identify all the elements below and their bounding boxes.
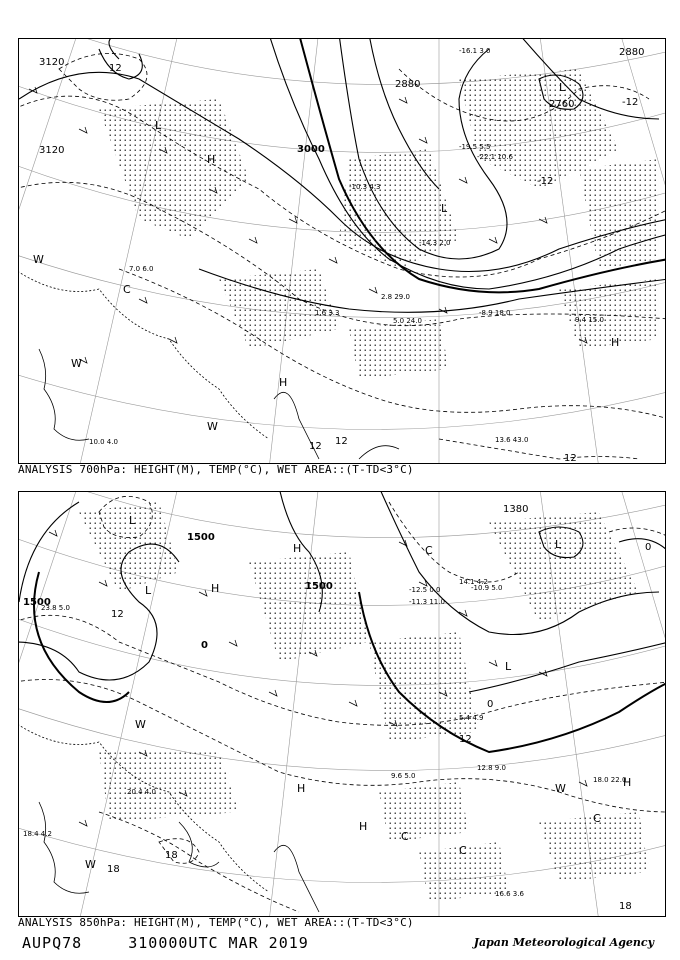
height-label: 1380 [503,504,529,515]
chart-code: AUPQ78 [22,934,83,952]
center-mark: W [207,420,218,433]
station-plot: 18.4 4.2 [23,830,52,838]
center-mark: C [401,830,409,843]
center-mark: C [425,544,433,557]
station-plot: -16.1 3.0 [459,47,491,55]
station-plot: 23.8 5.0 [41,604,70,612]
valid-time: 310000UTC MAR 2019 [128,934,309,952]
center-mark: L [441,202,448,215]
station-plot: 10.0 4.0 [89,438,118,446]
station-plot: 18.0 22.0 [593,776,627,784]
map-700-canvas [19,39,665,463]
station-plot: -8.9 18.0 [479,309,511,317]
temp-label: 12 [335,436,348,447]
center-mark: H [279,376,288,389]
center-mark: H [293,542,302,555]
temp-label: 12 [459,734,472,745]
station-plot: -19.5 5.5 [459,143,491,151]
temp-label: 12 [109,63,122,74]
map-850-canvas [19,492,665,916]
chart-header-line [22,934,309,952]
station-plot: -11.3 11.0 [409,598,445,606]
station-plot: 9.4 15.0 [575,316,604,324]
height-label: 3120 [39,145,65,156]
agency-name: Japan Meteorological Agency [473,936,654,949]
center-mark: H [207,153,216,166]
height-label: 1500 [305,581,333,592]
center-mark: L [145,584,152,597]
temp-label: 0 [487,699,494,710]
station-plot: -10.9 5.0 [471,584,503,592]
center-mark: W [555,782,566,795]
station-plot: 5.4 4.9 [459,714,484,722]
center-mark: C [459,844,467,857]
center-mark: L [155,119,162,132]
center-mark: L [559,81,566,94]
temp-label: -12 [622,97,639,108]
station-plot: -22.1 10.6 [477,153,513,161]
temp-label: 12 [564,453,577,463]
map-panel-700hpa [18,38,666,464]
height-label: 1500 [23,597,51,608]
height-label: 1500 [187,532,215,543]
station-plot: 9.6 5.0 [391,772,416,780]
height-label: 2760 [549,99,575,110]
temp-label: 18 [107,864,120,875]
station-plot: -12.5 0.0 [409,586,441,594]
temp-label: -12 [537,176,554,187]
center-mark: H [297,782,306,795]
station-plot: 12.8 9.0 [477,764,506,772]
center-mark: H [611,336,620,349]
temp-label: 12 [111,609,124,620]
center-mark: W [33,253,44,266]
height-label: 3000 [297,144,325,155]
center-mark: L [505,660,512,673]
center-mark: L [555,538,562,551]
center-mark: W [71,357,82,370]
center-mark: C [123,283,131,296]
panel-caption-850hpa: ANALYSIS 850hPa: HEIGHT(M), TEMP(°C), WET AREA::(T-TD<3°C) [18,916,414,929]
center-mark: W [135,718,146,731]
station-plot: 13.6 43.0 [495,436,529,444]
temp-label: 0 [645,542,652,553]
station-plot: 7.0 6.0 [129,265,154,273]
station-plot: 20.4 4.0 [127,788,156,796]
wet-areas [99,69,659,379]
station-plot: 5.0 24.0 [393,317,422,325]
station-plot: 16.6 3.6 [495,890,524,898]
station-plot: -10.3 4.3 [349,183,381,191]
map-panel-850hpa [18,491,666,917]
height-label: 3120 [39,57,65,68]
temp-label: 18 [619,901,632,912]
temp-label: 18 [165,850,178,861]
center-mark: L [129,514,136,527]
center-mark: H [359,820,368,833]
station-plot: 2.8 29.0 [381,293,410,301]
temp-label: 12 [309,441,322,452]
station-plot: 1.6 3.3 [315,309,340,317]
center-mark: H [211,582,220,595]
station-plot: 14.1 4.2 [459,578,488,586]
wet-areas [79,502,652,902]
height-label: 2880 [395,79,421,90]
height-label: 2880 [619,47,645,58]
panel-caption-700hpa: ANALYSIS 700hPa: HEIGHT(M), TEMP(°C), WET AREA::(T-TD<3°C) [18,463,414,476]
center-mark: H [623,776,632,789]
temp-label: 0 [201,640,208,651]
center-mark: C [593,812,601,825]
station-plot: -14.3 2.0 [419,239,451,247]
center-mark: W [85,858,96,871]
